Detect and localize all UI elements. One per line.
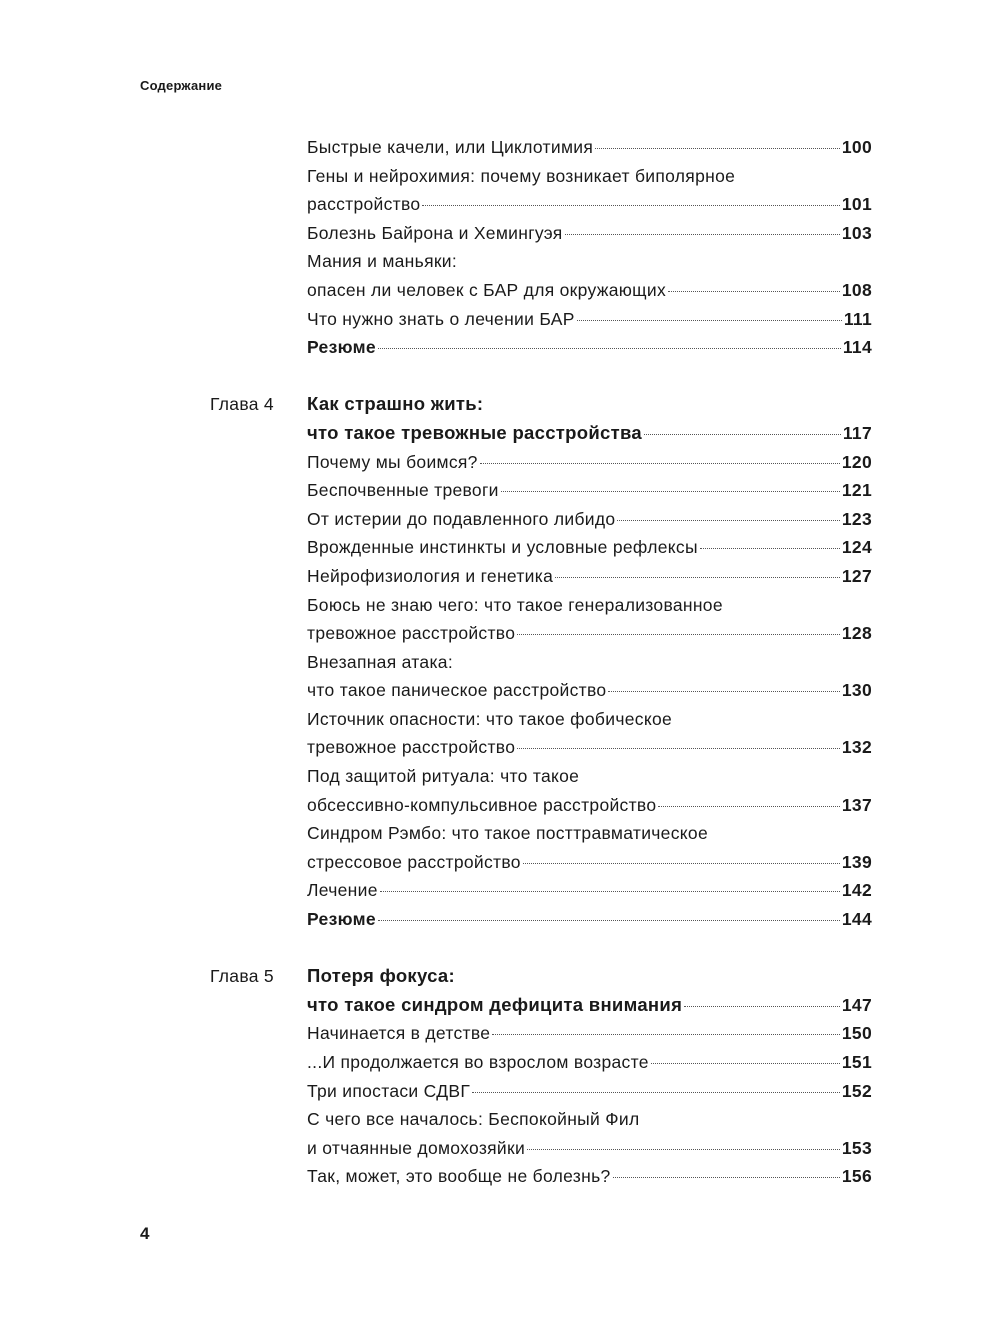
dot-leader — [501, 491, 840, 492]
toc-line — [0, 1048, 1000, 1077]
dot-leader — [378, 920, 840, 921]
toc-entry-title: От истерии до подавленного либидо — [307, 508, 616, 529]
toc-entry-title: Под защитой ритуала: что такое — [307, 766, 580, 787]
toc-entry-title: Так, может, это вообще не болезнь? — [307, 1166, 611, 1187]
toc-entry-text — [307, 705, 872, 734]
toc-line — [0, 991, 1000, 1020]
dot-leader — [617, 520, 839, 521]
dot-leader — [651, 1063, 840, 1064]
chapter-heading-line — [0, 390, 1000, 419]
toc-line — [0, 133, 1000, 162]
toc-entry-title: Быстрые качели, или Циклотимия — [307, 137, 594, 157]
toc-line — [0, 219, 1000, 248]
toc-entry-page: 147 — [841, 994, 872, 1015]
toc-entry-title: тревожное расстройство — [307, 623, 516, 644]
toc-entry — [307, 276, 872, 305]
toc-entry-title: Резюме — [307, 337, 376, 358]
toc-line — [0, 648, 1000, 677]
toc-entry-page: 150 — [841, 1023, 872, 1044]
toc-entry — [307, 619, 872, 648]
table-of-contents — [0, 133, 1000, 1191]
toc-entry-text — [307, 962, 872, 991]
toc-line — [0, 305, 1000, 334]
chapter-label: Глава 5 — [210, 966, 274, 987]
toc-line — [0, 1162, 1000, 1191]
toc-entry-title: ...И продолжается во взрослом возрасте — [307, 1052, 649, 1072]
toc-entry-text — [307, 390, 872, 419]
toc-entry-page: 103 — [841, 222, 872, 243]
toc-entry — [307, 1162, 872, 1191]
toc-line — [0, 162, 1000, 191]
toc-line — [0, 276, 1000, 305]
dot-leader — [644, 434, 841, 435]
toc-line — [0, 1019, 1000, 1048]
toc-entry-page: 100 — [841, 137, 872, 157]
toc-entry-title: С чего все началось: Беспокойный Фил — [307, 1109, 640, 1130]
toc-line — [0, 533, 1000, 562]
toc-entry-title: Как страшно жить: — [307, 393, 484, 415]
dot-leader — [472, 1092, 840, 1093]
toc-entry-page: 114 — [842, 337, 872, 358]
toc-entry-title: что такое тревожные расстройства — [307, 421, 643, 443]
toc-entry-text — [307, 648, 872, 677]
toc-entry — [307, 562, 872, 591]
toc-entry — [307, 1077, 872, 1106]
toc-line — [0, 505, 1000, 534]
toc-entry — [307, 848, 872, 877]
chapter-label: Глава 4 — [210, 394, 274, 415]
toc-entry-page: 156 — [841, 1166, 872, 1187]
toc-entry-page: 121 — [841, 480, 872, 501]
toc-entry-page: 153 — [841, 1137, 872, 1158]
toc-entry — [307, 133, 872, 162]
dot-leader — [608, 691, 839, 692]
toc-entry-page: 137 — [841, 794, 872, 815]
dot-leader — [684, 1006, 840, 1007]
toc-entry-page: 123 — [841, 508, 872, 529]
toc-line — [0, 619, 1000, 648]
toc-entry-page: 132 — [841, 737, 872, 758]
toc-entry-title: Начинается в детстве — [307, 1023, 491, 1044]
toc-line — [0, 1105, 1000, 1134]
toc-line — [0, 190, 1000, 219]
toc-entry-page: 130 — [841, 680, 872, 701]
toc-entry-title: Врожденные инстинкты и условные рефлексы — [307, 537, 698, 558]
toc-entry-text — [307, 819, 872, 848]
toc-entry-text — [307, 591, 872, 620]
toc-entry-page: 144 — [841, 909, 872, 930]
toc-entry — [307, 305, 872, 334]
toc-entry-title: Лечение — [307, 880, 378, 901]
toc-entry-title: Внезапная атака: — [307, 651, 453, 672]
toc-entry-title: Боюсь не знаю чего: что такое генерализованное — [307, 594, 723, 615]
toc-entry — [307, 905, 872, 934]
toc-line — [0, 591, 1000, 620]
toc-entry-page: 111 — [843, 308, 872, 329]
section-gap — [0, 934, 1000, 963]
toc-entry — [307, 419, 872, 448]
toc-entry-title: Что нужно знать о лечении БАР — [307, 308, 575, 329]
toc-line — [0, 762, 1000, 791]
toc-entry-text — [307, 247, 872, 276]
toc-entry-title: Нейрофизиология и генетика — [307, 565, 554, 586]
toc-entry — [307, 448, 872, 477]
toc-line — [0, 419, 1000, 448]
toc-line — [0, 247, 1000, 276]
dot-leader — [523, 863, 840, 864]
dot-leader — [700, 548, 840, 549]
dot-leader — [668, 291, 840, 292]
toc-entry-title: Источник опасности: что такое фобическое — [307, 708, 673, 729]
toc-entry — [307, 791, 872, 820]
toc-entry — [307, 733, 872, 762]
toc-line — [0, 1077, 1000, 1106]
toc-entry — [307, 991, 872, 1020]
toc-entry-title: и отчаянные домохозяйки — [307, 1137, 526, 1158]
toc-line — [0, 733, 1000, 762]
toc-entry — [307, 190, 872, 219]
toc-entry — [307, 333, 872, 362]
toc-entry-page: 101 — [841, 194, 872, 215]
dot-leader — [480, 463, 840, 464]
toc-entry-text — [307, 162, 872, 191]
running-header: Содержание — [140, 78, 223, 93]
toc-entry-title: стрессовое расстройство — [307, 851, 521, 872]
toc-entry-title: что такое паническое расстройство — [307, 680, 607, 701]
toc-entry — [307, 1019, 872, 1048]
toc-entry-page: 139 — [841, 851, 872, 872]
toc-entry — [307, 876, 872, 905]
toc-entry-page: 152 — [841, 1080, 872, 1101]
toc-entry-title: Три ипостаси СДВГ — [307, 1080, 471, 1101]
toc-entry-title: обсессивно-компульсивное расстройство — [307, 794, 657, 815]
toc-entry-title: Болезнь Байрона и Хемингуэя — [307, 222, 563, 243]
page-number: 4 — [140, 1224, 150, 1243]
toc-entry-title: Почему мы боимся? — [307, 451, 478, 472]
toc-entry-title: Беспочвенные тревоги — [307, 480, 499, 501]
dot-leader — [577, 320, 842, 321]
toc-line — [0, 333, 1000, 362]
toc-line — [0, 705, 1000, 734]
toc-entry-page: 127 — [841, 565, 872, 586]
toc-entry — [307, 219, 872, 248]
toc-entry-page: 108 — [841, 279, 872, 300]
toc-entry-title: Резюме — [307, 909, 376, 930]
toc-entry — [307, 676, 872, 705]
toc-entry-text — [307, 1105, 872, 1134]
dot-leader — [492, 1034, 840, 1035]
toc-line — [0, 476, 1000, 505]
toc-entry-title: Гены и нейрохимия: почему возникает биполярное — [307, 165, 736, 186]
toc-line — [0, 791, 1000, 820]
toc-entry-title: Мания и маньяки: — [307, 251, 458, 272]
toc-line — [0, 819, 1000, 848]
toc-entry-page: 128 — [841, 623, 872, 644]
toc-entry-page: 142 — [841, 880, 872, 901]
toc-entry-title: Синдром Рэмбо: что такое посттравматическое — [307, 823, 708, 844]
dot-leader — [613, 1177, 840, 1178]
dot-leader — [380, 891, 840, 892]
dot-leader — [565, 234, 840, 235]
toc-entry — [307, 1048, 872, 1077]
toc-line — [0, 1134, 1000, 1163]
toc-entry-text — [307, 762, 872, 791]
dot-leader — [595, 148, 840, 149]
toc-entry-title: расстройство — [307, 194, 421, 215]
toc-entry — [307, 1134, 872, 1163]
toc-entry-title: Потеря фокуса: — [307, 965, 455, 987]
toc-line — [0, 562, 1000, 591]
dot-leader — [658, 806, 840, 807]
toc-entry-page: 117 — [842, 422, 872, 443]
toc-line — [0, 676, 1000, 705]
toc-line — [0, 448, 1000, 477]
chapter-heading-line — [0, 962, 1000, 991]
toc-entry — [307, 476, 872, 505]
dot-leader — [517, 634, 840, 635]
toc-line — [0, 905, 1000, 934]
dot-leader — [422, 205, 839, 206]
dot-leader — [378, 348, 841, 349]
toc-line — [0, 876, 1000, 905]
toc-entry-page: 151 — [841, 1052, 872, 1072]
dot-leader — [527, 1149, 840, 1150]
toc-entry-title: что такое синдром дефицита внимания — [307, 993, 683, 1015]
section-gap — [0, 362, 1000, 391]
toc-entry — [307, 505, 872, 534]
dot-leader — [555, 577, 840, 578]
toc-entry-page: 120 — [841, 451, 872, 472]
toc-entry-page: 124 — [841, 537, 872, 558]
toc-entry-title: опасен ли человек с БАР для окружающих — [307, 279, 666, 300]
dot-leader — [517, 748, 840, 749]
toc-entry-title: тревожное расстройство — [307, 737, 516, 758]
toc-entry — [307, 533, 872, 562]
toc-line — [0, 848, 1000, 877]
